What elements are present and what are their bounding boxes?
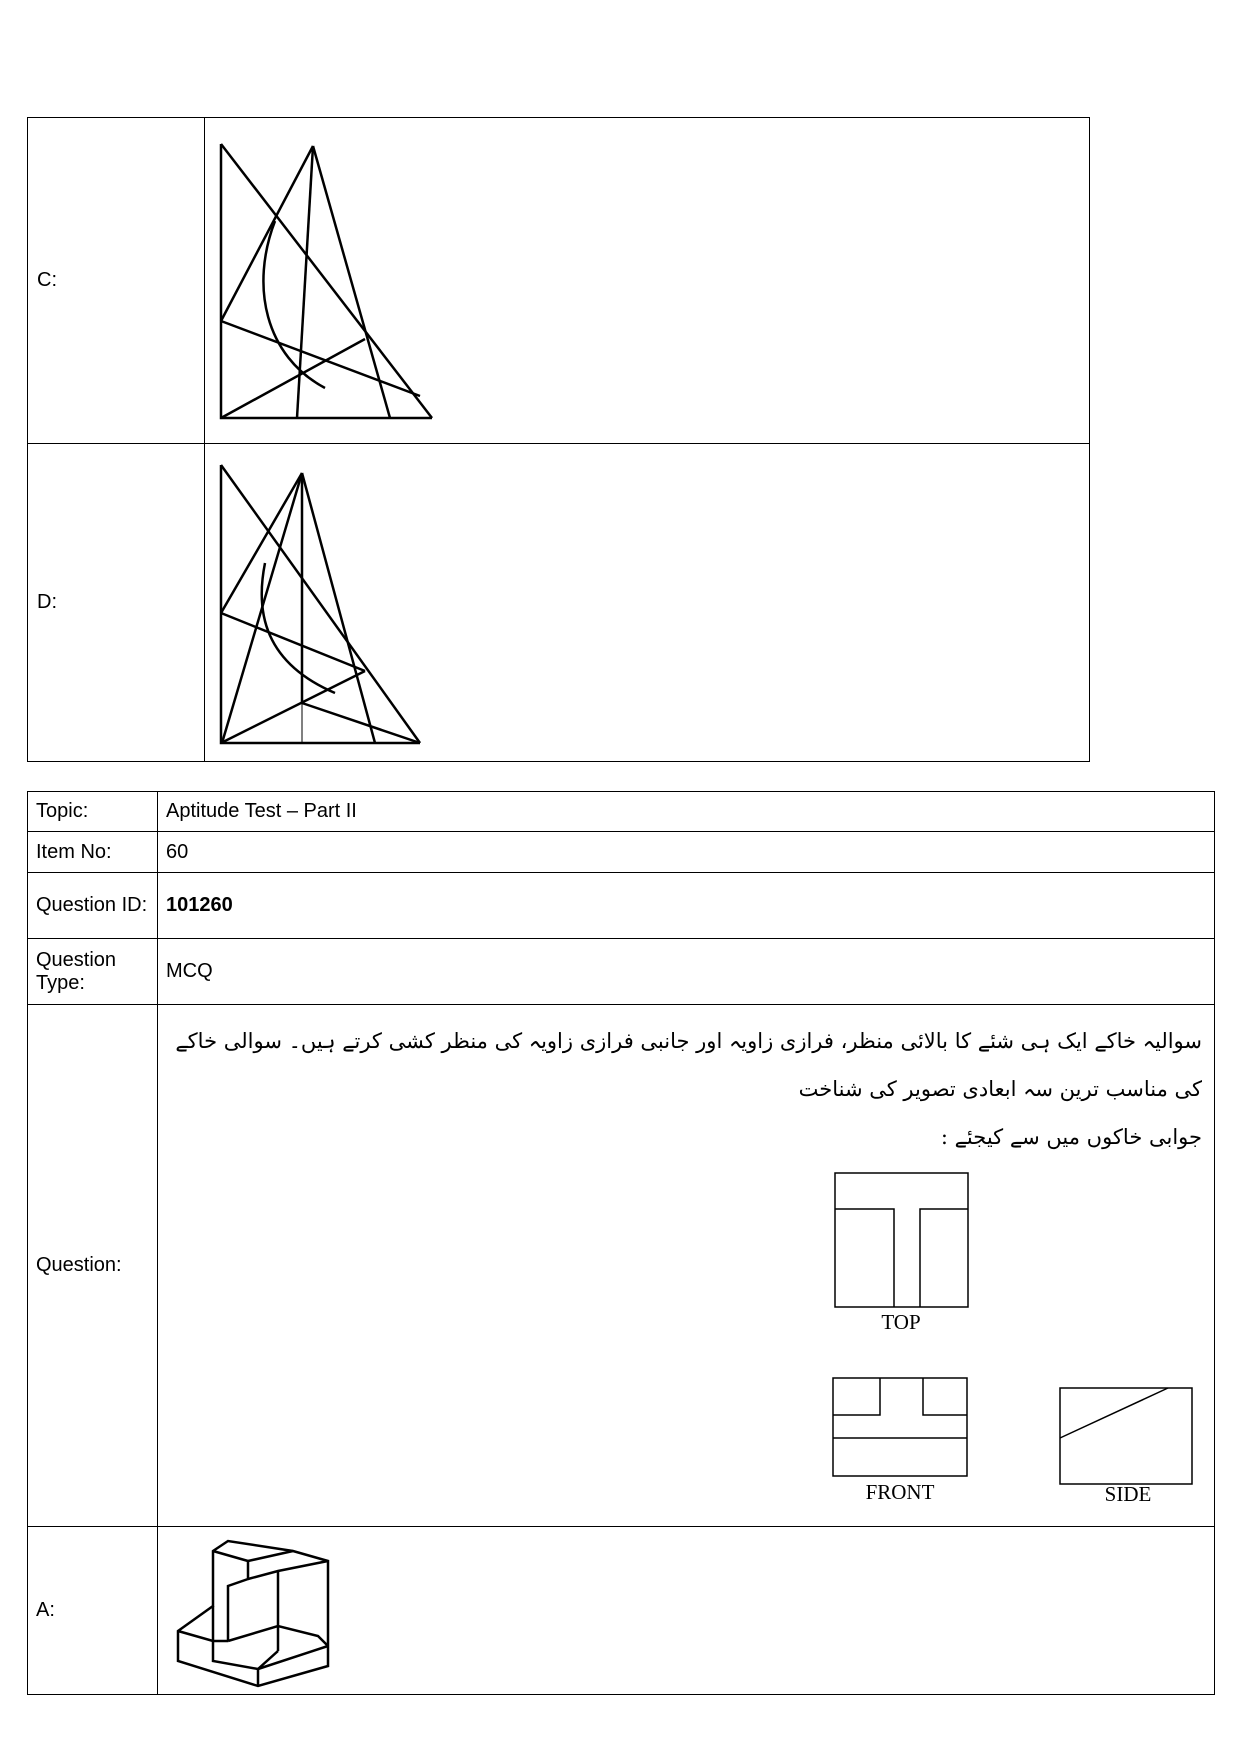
isometric-block-figure-a [158,1531,358,1691]
question-id-value: 101260 [158,873,1215,939]
question-id-label: Question ID: [28,873,158,939]
question-type-value: MCQ [158,939,1215,1005]
item-no-label: Item No: [28,832,158,873]
option-d-figure-cell [205,444,1090,762]
option-c-figure-cell [205,118,1090,444]
item-no-value: 60 [158,832,1215,873]
options-table-top [27,117,1090,762]
option-a-label: A: [28,1527,158,1695]
topic-value: Aptitude Test – Part II [158,792,1215,832]
topic-label: Topic: [28,792,158,832]
view-front-label: FRONT [865,1480,935,1504]
question-content-cell [158,1005,1215,1527]
option-d-label: D: [28,444,205,762]
question-text-line-2: جوابی خاکوں میں سے کیجئے : [940,1125,1202,1149]
question-label: Question: [28,1005,158,1527]
orthographic-views [158,1161,1214,1526]
orthographic-views-drawing [158,1161,1218,1526]
question-text-line-1: سوالیہ خاکے ایک ہی شئے کا بالائی منظر، فرازی زاویہ اور جانبی فرازی زاویہ کی منظر کشی کرتے ہیں۔ سوالی خاکے کی مناسب ترین سہ ابعادی تصویر کی شناخت [175,1029,1202,1101]
triangle-line-figure-d [205,453,435,753]
question-text [158,1005,1214,1161]
view-side-label: SIDE [1104,1482,1152,1506]
question-type-label: Question Type: [28,939,158,1005]
triangle-line-figure-c [205,126,435,436]
view-top-label: TOP [881,1310,921,1334]
question-table [27,791,1215,1695]
option-a-figure-cell [158,1527,1215,1695]
option-c-label: C: [28,118,205,444]
